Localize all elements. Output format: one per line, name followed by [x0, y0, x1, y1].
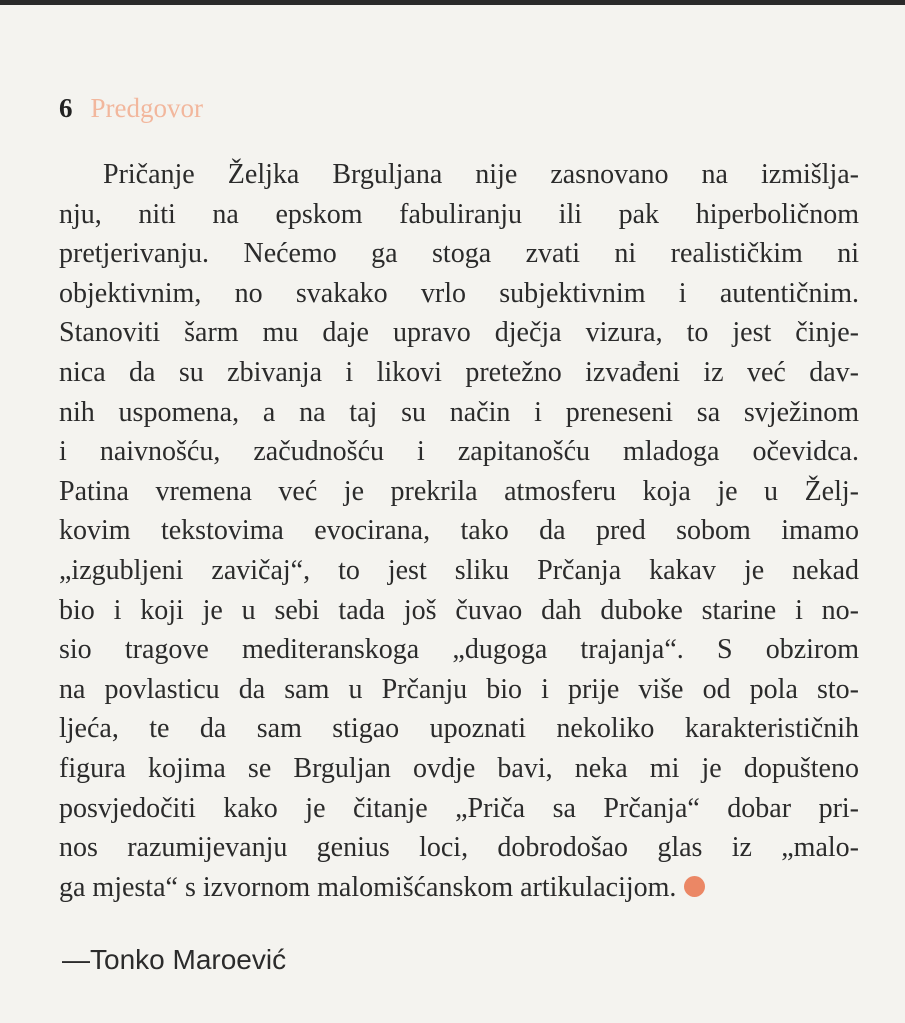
text-line-last	[59, 868, 859, 908]
page-number: 6	[59, 93, 73, 123]
end-mark-dot-icon	[684, 876, 705, 897]
text-line: kovim tekstovima evocirana, tako da pred sobom imamo	[59, 515, 859, 547]
section-title: Predgovor	[90, 93, 203, 123]
text-line: bio i koji je u sebi tada još čuvao dah duboke starine i no-	[59, 594, 859, 626]
text-line: posvjedočiti kako je čitanje „Priča sa Prčanja“ dobar pri-	[59, 792, 859, 824]
text-line: nica da su zbivanja i likovi pretežno izvađeni iz već dav-	[59, 356, 859, 388]
text-line: nih uspomena, a na taj su način i preneseni sa svježinom	[59, 396, 859, 428]
text-line: objektivnim, no svakako vrlo subjektivnim i autentičnim.	[59, 277, 859, 309]
text-line: Stanoviti šarm mu daje upravo dječja vizura, to jest činje-	[59, 317, 859, 349]
text-line: Pričanje Željka Brguljana nije zasnovano na izmišlja-	[103, 159, 859, 190]
author-signature: —Tonko Maroević	[62, 944, 287, 975]
text-line: i naivnošću, začudnošću i zapitanošću mladoga očevidca.	[59, 436, 859, 468]
text-line: Patina vremena već je prekrila atmosferu koja je u Želj-	[59, 475, 859, 507]
page-top-edge	[0, 0, 905, 5]
text-line: nju, niti na epskom fabuliranju ili pak hiperboličnom	[59, 198, 859, 230]
text-line: pretjerivanju. Nećemo ga stoga zvati ni realističkim ni	[59, 238, 859, 270]
text-line: na povlasticu da sam u Prčanju bio i prije više od pola sto-	[59, 673, 859, 705]
text-line: ljeća, te da sam stigao upoznati nekoliko karakterističnih	[59, 713, 859, 745]
preface-paragraph	[59, 155, 859, 907]
running-header	[59, 90, 203, 126]
text-line-content: ga mjesta“ s izvornom malomišćanskom artikulacijom.	[59, 871, 677, 903]
text-line: figura kojima se Brguljan ovdje bavi, neka mi je dopušteno	[59, 752, 859, 784]
text-line: sio tragove mediteranskoga „dugoga trajanja“. S obzirom	[59, 634, 859, 666]
text-line: „izgubljeni zavičaj“, to jest sliku Prčanja kakav je nekad	[59, 554, 859, 586]
text-line: nos razumijevanju genius loci, dobrodošao glas iz „malo-	[59, 832, 859, 864]
